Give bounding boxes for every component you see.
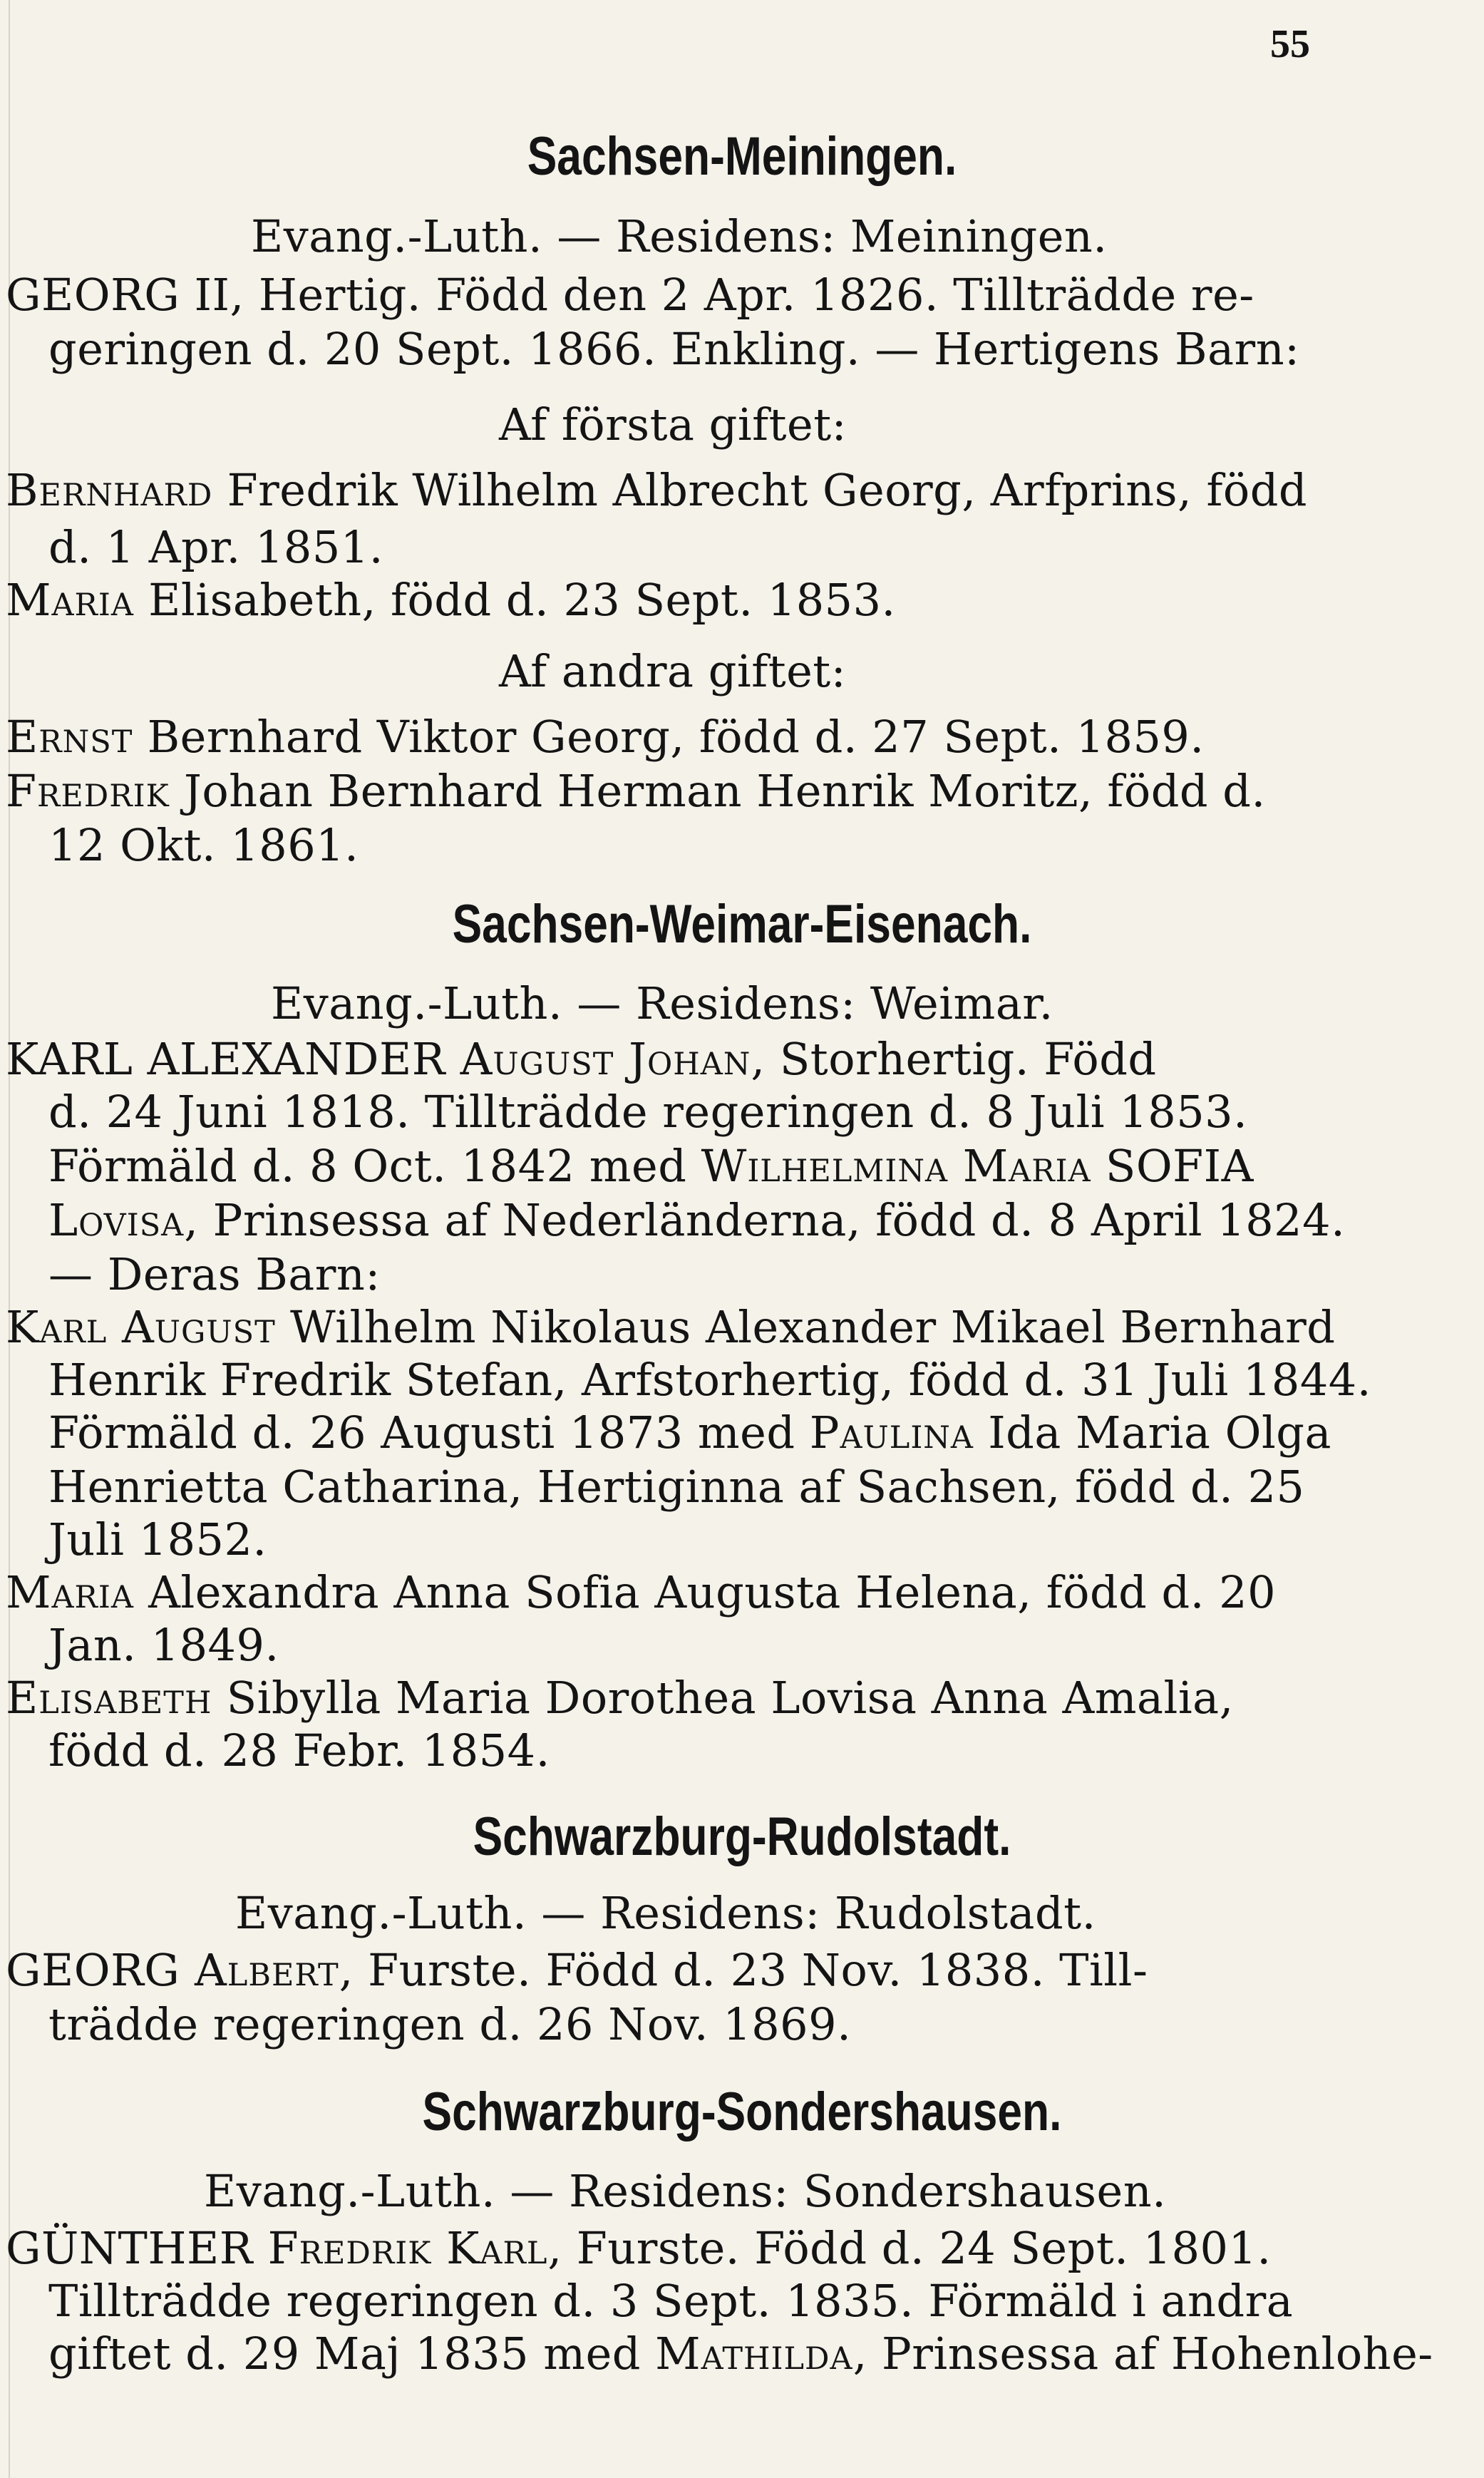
ruler-entry-line: GÜNTHER Fredrik Karl, Furste. Född d. 24 Sept. 1801. — [6, 2222, 1272, 2274]
child-entry-cont: Jan. 1849. — [48, 1619, 279, 1671]
group-heading: Af andra giftet: — [499, 645, 847, 697]
child-entry-cont: född d. 28 Febr. 1854. — [48, 1724, 550, 1777]
ruler-entry-line: trädde regeringen d. 26 Nov. 1869. — [48, 1998, 852, 2050]
child-entry-cont: Henrietta Catharina, Hertiginna af Sachsen, född d. 25 — [48, 1461, 1305, 1513]
ruler-entry-line: d. 24 Juni 1818. Tillträdde regeringen d. 8 Juli 1853. — [48, 1086, 1248, 1138]
ruler-entry-line: KARL ALEXANDER August Johan, Storhertig. Född — [6, 1033, 1157, 1085]
ruler-name: GEORG — [6, 1944, 180, 1996]
ruler-entry-line: — Deras Barn: — [48, 1248, 381, 1300]
child-entry: Karl August Wilhelm Nikolaus Alexander Mikael Bernhard — [6, 1301, 1336, 1353]
section-subtitle: Evang.-Luth. — Residens: Weimar. — [271, 977, 1053, 1029]
ruler-entry-line: Lovisa, Prinsessa af Nederländerna, född d. 8 April 1824. — [48, 1194, 1346, 1246]
ruler-name: KARL ALEXANDER — [6, 1033, 445, 1085]
ruler-entry-line: giftet d. 29 Maj 1835 med Mathilda, Prinsessa af Hohenlohe- — [48, 2328, 1433, 2380]
section-subtitle: Evang.-Luth. — Residens: Rudolstadt. — [235, 1887, 1096, 1939]
ruler-entry-line: geringen d. 20 Sept. 1866. Enkling. — Hertigens Barn: — [48, 323, 1300, 375]
ruler-entry-line: Förmäld d. 8 Oct. 1842 med Wilhelmina Maria SOFIA — [48, 1140, 1254, 1192]
section-subtitle: Evang.-Luth. — Residens: Meiningen. — [251, 210, 1108, 262]
child-entry-cont: 12 Okt. 1861. — [48, 819, 359, 871]
child-entry: Fredrik Johan Bernhard Herman Henrik Moritz, född d. — [6, 765, 1266, 817]
child-entry: Maria Elisabeth, född d. 23 Sept. 1853. — [6, 574, 896, 626]
group-heading: Af första giftet: — [499, 399, 847, 451]
section-title-sachsen-meiningen: Sachsen-Meiningen. — [527, 126, 957, 187]
ruler-name: GÜNTHER — [6, 2222, 253, 2274]
ruler-entry-line: GEORG II, Hertig. Född den 2 Apr. 1826. Tillträdde re- — [6, 269, 1254, 321]
child-entry: Elisabeth Sibylla Maria Dorothea Lovisa Anna Amalia, — [6, 1672, 1234, 1724]
section-title-schwarzburg-rudolstadt: Schwarzburg-Rudolstadt. — [473, 1806, 1011, 1867]
child-entry: Ernst Bernhard Viktor Georg, född d. 27 Sept. 1859. — [6, 711, 1205, 763]
child-entry-cont: d. 1 Apr. 1851. — [48, 521, 383, 573]
ruler-name: GEORG — [6, 269, 180, 321]
section-title-sachsen-weimar-eisenach: Sachsen-Weimar-Eisenach. — [452, 894, 1032, 955]
child-entry: Maria Alexandra Anna Sofia Augusta Helena, född d. 20 — [6, 1566, 1277, 1618]
child-entry: Bernhard Fredrik Wilhelm Albrecht Georg, Arfprins, född — [6, 464, 1308, 516]
child-entry-cont: Juli 1852. — [48, 1513, 267, 1566]
child-entry-cont: Henrik Fredrik Stefan, Arfstorhertig, född d. 31 Juli 1844. — [48, 1354, 1371, 1406]
section-title-schwarzburg-sondershausen: Schwarzburg-Sondershausen. — [422, 2082, 1062, 2142]
section-subtitle: Evang.-Luth. — Residens: Sondershausen. — [204, 2165, 1167, 2217]
page-number: 55 — [1270, 22, 1310, 66]
child-entry-cont: Förmäld d. 26 Augusti 1873 med Paulina Ida Maria Olga — [48, 1407, 1331, 1459]
ruler-entry-line: GEORG Albert, Furste. Född d. 23 Nov. 1838. Till- — [6, 1944, 1148, 1996]
page-edge-line — [9, 0, 10, 2478]
ruler-entry-line: Tillträdde regeringen d. 3 Sept. 1835. Förmäld i andra — [48, 2275, 1294, 2327]
